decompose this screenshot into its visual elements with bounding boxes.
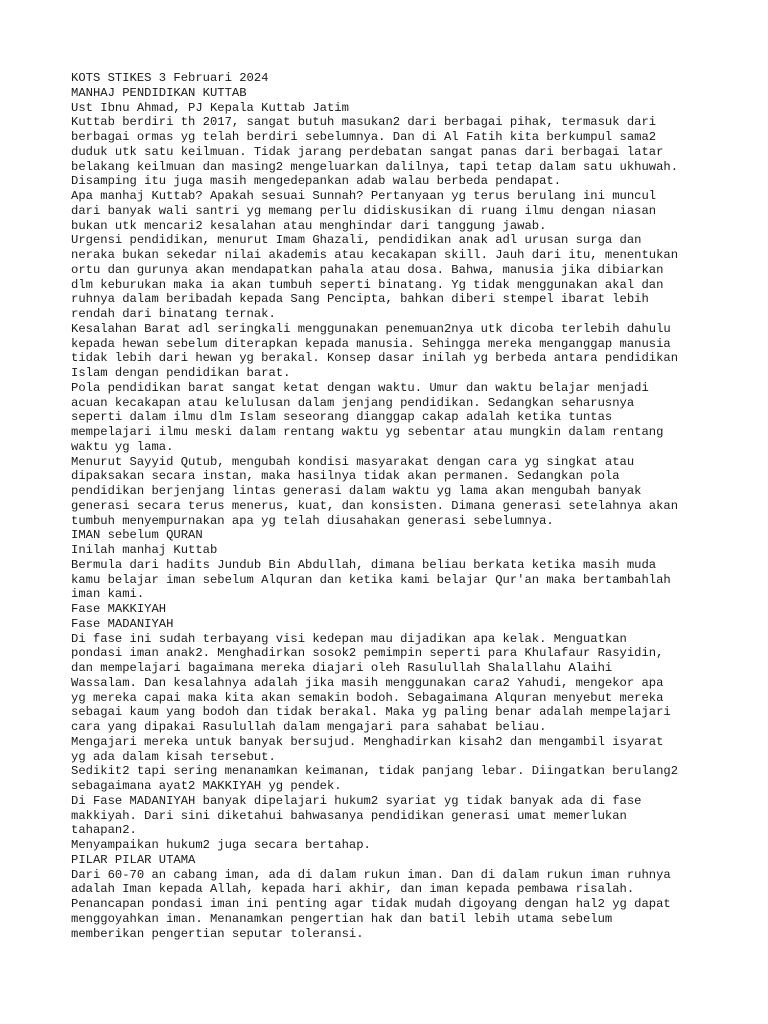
paragraph-urgensi: Urgensi pendidikan, menurut Imam Ghazali, pendidikan anak adl urusan surga dan neraka bukan sekedar nilai akademis atau kecakapan skill. Jauh dari itu, menentukan ortu dan gurunya akan mendapatkan pahala atau dosa. Bahwa, manusia jika dibiarkan dlm keburukan maka ia akan tumbuh seperti binatang. Yg tidak menggunakan akal dan ruhnya dalam beribadah kepada Sang Pencipta, bahkan diberi stempel ibarat lebih rendah dari binatang ternak. [71,233,679,321]
document-body [71,71,703,941]
paragraph-bersujud: Mengajari mereka untuk banyak bersujud. Menghadirkan kisah2 dan mengambil isyarat yg ada dalam kisah tersebut. [71,734,664,764]
speaker-line: Ust Ibnu Ahmad, PJ Kepala Kuttab Jatim [71,100,349,115]
paragraph-cabang-iman: Dari 60-70 an cabang iman, ada di dalam rukun iman. Dan di dalam rukun iman ruhnya adalah Iman kepada Allah, kepada hari akhir, dan iman kepada pembawa risalah. Penancapan pondasi iman ini penting agar tidak mudah digoyang dengan hal2 yg dapat menggoyahkan iman. Menanamkan pengertian hak dan batil lebih utama sebelum memberikan pengertian seputar toleransi. [71,867,671,941]
paragraph-bertahap: Menyampaikan hukum2 juga secara bertahap. [71,838,371,852]
paragraph-hadits: Bermula dari hadits Jundub Bin Abdullah, dimana beliau berkata ketika masih muda kamu belajar iman sebelum Alquran dan ketika kami belajar Qur'an maka bertambahlah iman kami. [71,557,671,602]
heading-fase-makkiyah: Fase MAKKIYAH [71,602,167,616]
paragraph-fase-visi: Di fase ini sudah terbayang visi kedepan mau dijadikan apa kelak. Menguatkan pondasi iman anak2. Menghadirkan sosok2 pemimpin seperti para Khulafaur Rasyidin, dan mempelajari bagaimana mereka diajari oleh Rasulullah Shalallahu Alaihi Wassalam. Dan kesalahnya adalah jika masih menggunakan cara2 Yahudi, mengekor apa yg mereka capai maka kita akan semakin bodoh. Sebagaimana Alquran menyebut mereka sebagai kaum yang bodoh dan tidak berakal. Maka yg paling benar adalah mempelajari cara yang dipakai Rasulullah dalam mengajari para sahabat beliau. [71,631,671,734]
paragraph-sayyid-qutub: Menurut Sayyid Qutub, mengubah kondisi masyarakat dengan cara yg singkat atau dipaksakan secara instan, maka hasilnya tidak akan permanen. Sedangkan pola pendidikan berjenjang lintas generasi dalam waktu yg lama akan mengubah banyak generasi secara terus menerus, kuat, dan konsisten. Dimana generasi setelahnya akan tumbuh menyempurnakan apa yg telah diusahakan generasi sebelumnya. [71,454,679,528]
heading-fase-madaniyah: Fase MADANIYAH [71,616,174,631]
paragraph-question: Apa manhaj Kuttab? Apakah sesuai Sunnah? Pertanyaan yg terus berulang ini muncul dari banyak wali santri yg memang perlu didiskusikan di ruang ilmu dengan niasan bukan utk mencari2 kesalahan atau menghindar dari tanggung jawab. [71,189,657,233]
paragraph-sedikit: Sedikit2 tapi sering menanamkan keimanan, tidak panjang lebar. Diingatkan berulang2 sebagaimana ayat2 MAKKIYAH yg pendek. [71,764,679,793]
subheading-manhaj: Inilah manhaj Kuttab [71,543,218,557]
document-title: MANHAJ PENDIDIKAN KUTTAB [71,85,247,100]
paragraph-intro: Kuttab berdiri th 2017, sangat butuh masukan2 dari berbagai pihak, termasuk dari berbagai ormas yg telah berdiri sebelumnya. Dan di Al Fatih kita berkumpul sama2 duduk utk satu keilmuan. Tidak jarang perdebatan sangat panas dari berbagai latar belakang keilmuan dan masing2 mengeluarkan dalilnya, tapi tetap dalam satu ukhuwah. Disamping itu juga masih mengedepankan adab walau berbeda pendapat. [71,115,679,189]
heading-iman-sebelum-quran: IMAN sebelum QURAN [71,528,203,543]
paragraph-madaniyah-hukum: Di Fase MADANIYAH banyak dipelajari hukum2 syariat yg tidak banyak ada di fase makkiyah. Dari sini diketahui bahwasanya pendidikan generasi umat memerlukan tahapan2. [71,793,642,838]
paragraph-pola-barat: Pola pendidikan barat sangat ketat dengan waktu. Umur dan waktu belajar menjadi acuan kecakapan atau kelulusan dalam jenjang pendidikan. Sedangkan seharusnya seperti dalam ilmu dlm Islam seseorang dianggap cakap adalah ketika tuntas mempelajari ilmu meski dalam rentang waktu yg sebentar atau mungkin dalam rentang waktu yg lama. [71,380,664,454]
event-line: KOTS STIKES 3 Februari 2024 [71,71,269,85]
paragraph-kesalahan-barat: Kesalahan Barat adl seringkali menggunakan penemuan2nya utk dicoba terlebih dahulu kepada hewan sebelum diterapkan kepada manusia. Sehingga mereka menganggap manusia tidak lebih dari hewan yg berakal. Konsep dasar inilah yg berbeda antara pendidikan Islam dengan pendidikan barat. [71,321,679,380]
heading-pilar-utama: PILAR PILAR UTAMA [71,852,196,867]
